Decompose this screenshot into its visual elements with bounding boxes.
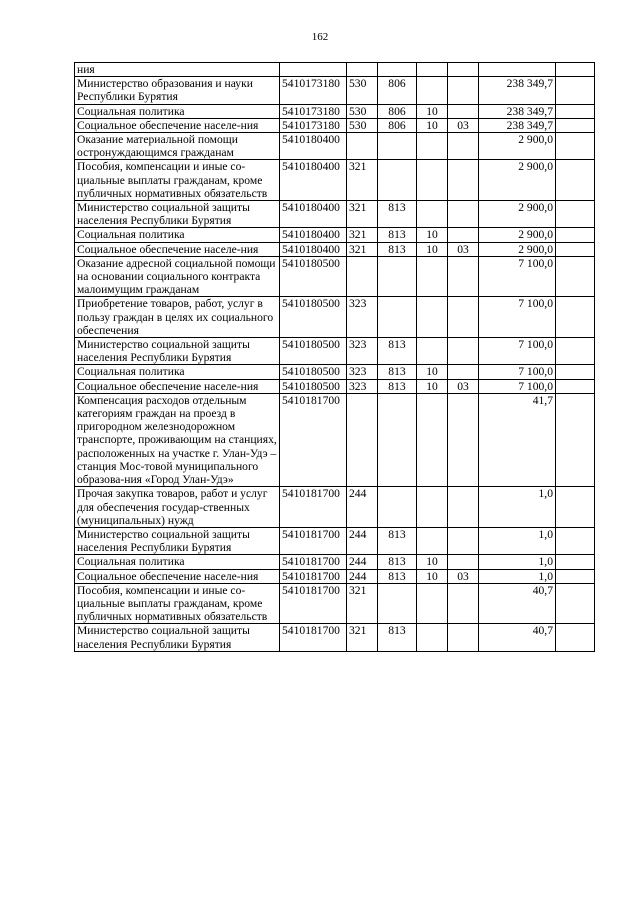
table-row (75, 77, 595, 104)
expense-type-code: 321 (347, 228, 378, 242)
amount: 2 900,0 (479, 160, 556, 201)
target-article-code: 5410173180 (280, 118, 347, 132)
subsection-code (448, 487, 479, 528)
row-name: Министерство образования и науки Республики Бурятия (75, 77, 280, 104)
chief-administrator-code (378, 583, 417, 624)
amount: 7 100,0 (479, 256, 556, 297)
chief-administrator-code: 813 (378, 365, 417, 379)
section-code (417, 77, 448, 104)
chief-administrator-code (378, 63, 417, 77)
section-code (417, 63, 448, 77)
row-name: Социальное обеспечение населе-ния (75, 569, 280, 583)
subsection-code (448, 160, 479, 201)
row-name: Министерство социальной защиты населения Республики Бурятия (75, 338, 280, 365)
row-name: Социальная политика (75, 228, 280, 242)
table-row (75, 555, 595, 569)
amount: 40,7 (479, 583, 556, 624)
empty-cell (556, 228, 595, 242)
expense-type-code: 321 (347, 242, 378, 256)
row-name: Приобретение товаров, работ, услуг в пользу граждан в целях их социального обеспечения (75, 297, 280, 338)
target-article-code: 5410180400 (280, 201, 347, 228)
chief-administrator-code (378, 256, 417, 297)
section-code: 10 (417, 104, 448, 118)
row-name: Оказание материальной помощи остронуждающимся гражданам (75, 133, 280, 160)
subsection-code (448, 365, 479, 379)
target-article-code: 5410180400 (280, 133, 347, 160)
target-article-code: 5410181700 (280, 393, 347, 486)
expense-type-code: 244 (347, 569, 378, 583)
subsection-code (448, 338, 479, 365)
amount: 238 349,7 (479, 77, 556, 104)
target-article-code: 5410181700 (280, 527, 347, 554)
amount: 7 100,0 (479, 365, 556, 379)
table-row (75, 527, 595, 554)
target-article-code: 5410180400 (280, 242, 347, 256)
table-row (75, 201, 595, 228)
page-number: 162 (311, 31, 329, 43)
row-name: Социальная политика (75, 104, 280, 118)
target-article-code: 5410180500 (280, 338, 347, 365)
expense-type-code: 323 (347, 379, 378, 393)
budget-table (74, 62, 595, 652)
subsection-code (448, 228, 479, 242)
chief-administrator-code: 813 (378, 228, 417, 242)
table-row (75, 63, 595, 77)
subsection-code (448, 63, 479, 77)
section-code (417, 393, 448, 486)
empty-cell (556, 63, 595, 77)
empty-cell (556, 160, 595, 201)
chief-administrator-code: 813 (378, 338, 417, 365)
empty-cell (556, 569, 595, 583)
amount: 238 349,7 (479, 118, 556, 132)
chief-administrator-code: 813 (378, 555, 417, 569)
table-row (75, 242, 595, 256)
expense-type-code: 244 (347, 487, 378, 528)
subsection-code (448, 583, 479, 624)
chief-administrator-code: 806 (378, 104, 417, 118)
empty-cell (556, 583, 595, 624)
row-name: Компенсация расходов отдельным категориям граждан на проезд в пригородном железнодорожном транспорте, проживающим на станциях, расположенных на участке г. Улан-Удэ – станция Мос-товой муниципального образова-ния «Город Улан-Удэ» (75, 393, 280, 486)
amount: 1,0 (479, 527, 556, 554)
target-article-code: 5410180500 (280, 365, 347, 379)
empty-cell (556, 555, 595, 569)
amount: 1,0 (479, 569, 556, 583)
section-code (417, 133, 448, 160)
table-row (75, 338, 595, 365)
section-code (417, 201, 448, 228)
subsection-code (448, 297, 479, 338)
empty-cell (556, 297, 595, 338)
amount: 1,0 (479, 555, 556, 569)
row-name: Министерство социальной защиты населения Республики Бурятия (75, 624, 280, 651)
empty-cell (556, 201, 595, 228)
row-name: Оказание адресной социальной помощи на основании социального контракта малоимущим гражданам (75, 256, 280, 297)
subsection-code (448, 555, 479, 569)
table-row (75, 104, 595, 118)
row-name: Министерство социальной защиты населения Республики Бурятия (75, 527, 280, 554)
chief-administrator-code: 813 (378, 624, 417, 651)
target-article-code: 5410181700 (280, 624, 347, 651)
target-article-code: 5410181700 (280, 569, 347, 583)
target-article-code: 5410180400 (280, 160, 347, 201)
empty-cell (556, 256, 595, 297)
empty-cell (556, 338, 595, 365)
amount: 7 100,0 (479, 379, 556, 393)
amount: 2 900,0 (479, 242, 556, 256)
subsection-code (448, 133, 479, 160)
section-code: 10 (417, 118, 448, 132)
target-article-code: 5410180500 (280, 256, 347, 297)
chief-administrator-code: 806 (378, 77, 417, 104)
section-code (417, 297, 448, 338)
section-code: 10 (417, 569, 448, 583)
amount: 238 349,7 (479, 104, 556, 118)
amount: 7 100,0 (479, 338, 556, 365)
row-name: Пособия, компенсации и иные со-циальные выплаты гражданам, кроме публичных нормативных обязательств (75, 160, 280, 201)
section-code: 10 (417, 365, 448, 379)
expense-type-code (347, 133, 378, 160)
target-article-code: 5410181700 (280, 487, 347, 528)
target-article-code: 5410181700 (280, 583, 347, 624)
empty-cell (556, 365, 595, 379)
section-code (417, 527, 448, 554)
expense-type-code: 530 (347, 104, 378, 118)
chief-administrator-code: 813 (378, 569, 417, 583)
table-row (75, 365, 595, 379)
table-row (75, 624, 595, 651)
target-article-code: 5410180500 (280, 379, 347, 393)
chief-administrator-code: 813 (378, 527, 417, 554)
amount: 2 900,0 (479, 201, 556, 228)
table-row (75, 133, 595, 160)
amount: 1,0 (479, 487, 556, 528)
section-code (417, 256, 448, 297)
row-name: Социальное обеспечение населе-ния (75, 242, 280, 256)
section-code (417, 338, 448, 365)
chief-administrator-code (378, 297, 417, 338)
empty-cell (556, 624, 595, 651)
section-code: 10 (417, 242, 448, 256)
empty-cell (556, 527, 595, 554)
section-code (417, 487, 448, 528)
table-row (75, 393, 595, 486)
amount: 7 100,0 (479, 297, 556, 338)
expense-type-code (347, 63, 378, 77)
row-name: Пособия, компенсации и иные со-циальные выплаты гражданам, кроме публичных нормативных обязательств (75, 583, 280, 624)
chief-administrator-code (378, 133, 417, 160)
expense-type-code: 323 (347, 297, 378, 338)
row-name: Прочая закупка товаров, работ и услуг для обеспечения государ-ственных (муниципальных) нужд (75, 487, 280, 528)
table-row (75, 569, 595, 583)
expense-type-code (347, 256, 378, 297)
table-row (75, 256, 595, 297)
expense-type-code: 244 (347, 527, 378, 554)
row-name: Социальное обеспечение населе-ния (75, 118, 280, 132)
expense-type-code: 321 (347, 583, 378, 624)
table-row (75, 228, 595, 242)
row-name: Социальное обеспечение населе-ния (75, 379, 280, 393)
chief-administrator-code (378, 393, 417, 486)
table-row (75, 379, 595, 393)
target-article-code: 5410181700 (280, 555, 347, 569)
subsection-code (448, 527, 479, 554)
table-row (75, 160, 595, 201)
empty-cell (556, 104, 595, 118)
row-name: Министерство социальной защиты населения Республики Бурятия (75, 201, 280, 228)
subsection-code (448, 624, 479, 651)
target-article-code: 5410173180 (280, 77, 347, 104)
section-code (417, 160, 448, 201)
section-code: 10 (417, 555, 448, 569)
target-article-code: 5410173180 (280, 104, 347, 118)
subsection-code: 03 (448, 569, 479, 583)
target-article-code: 5410180500 (280, 297, 347, 338)
amount: 2 900,0 (479, 228, 556, 242)
subsection-code: 03 (448, 379, 479, 393)
subsection-code (448, 77, 479, 104)
subsection-code (448, 393, 479, 486)
empty-cell (556, 487, 595, 528)
subsection-code (448, 256, 479, 297)
table-row (75, 583, 595, 624)
expense-type-code: 321 (347, 160, 378, 201)
target-article-code (280, 63, 347, 77)
amount (479, 63, 556, 77)
chief-administrator-code (378, 487, 417, 528)
expense-type-code: 323 (347, 338, 378, 365)
table-row (75, 297, 595, 338)
subsection-code: 03 (448, 242, 479, 256)
empty-cell (556, 77, 595, 104)
chief-administrator-code: 813 (378, 242, 417, 256)
row-name: Социальная политика (75, 365, 280, 379)
expense-type-code: 530 (347, 118, 378, 132)
chief-administrator-code (378, 160, 417, 201)
expense-type-code (347, 393, 378, 486)
empty-cell (556, 242, 595, 256)
section-code (417, 624, 448, 651)
expense-type-code: 244 (347, 555, 378, 569)
subsection-code (448, 104, 479, 118)
amount: 40,7 (479, 624, 556, 651)
expense-type-code: 321 (347, 624, 378, 651)
expense-type-code: 323 (347, 365, 378, 379)
chief-administrator-code: 813 (378, 379, 417, 393)
table-row (75, 118, 595, 132)
section-code: 10 (417, 228, 448, 242)
section-code (417, 583, 448, 624)
empty-cell (556, 379, 595, 393)
row-name: ния (75, 63, 280, 77)
table-row (75, 487, 595, 528)
row-name: Социальная политика (75, 555, 280, 569)
expense-type-code: 321 (347, 201, 378, 228)
empty-cell (556, 133, 595, 160)
subsection-code: 03 (448, 118, 479, 132)
amount: 41,7 (479, 393, 556, 486)
empty-cell (556, 118, 595, 132)
section-code: 10 (417, 379, 448, 393)
empty-cell (556, 393, 595, 486)
subsection-code (448, 201, 479, 228)
target-article-code: 5410180400 (280, 228, 347, 242)
expense-type-code: 530 (347, 77, 378, 104)
chief-administrator-code: 813 (378, 201, 417, 228)
chief-administrator-code: 806 (378, 118, 417, 132)
amount: 2 900,0 (479, 133, 556, 160)
